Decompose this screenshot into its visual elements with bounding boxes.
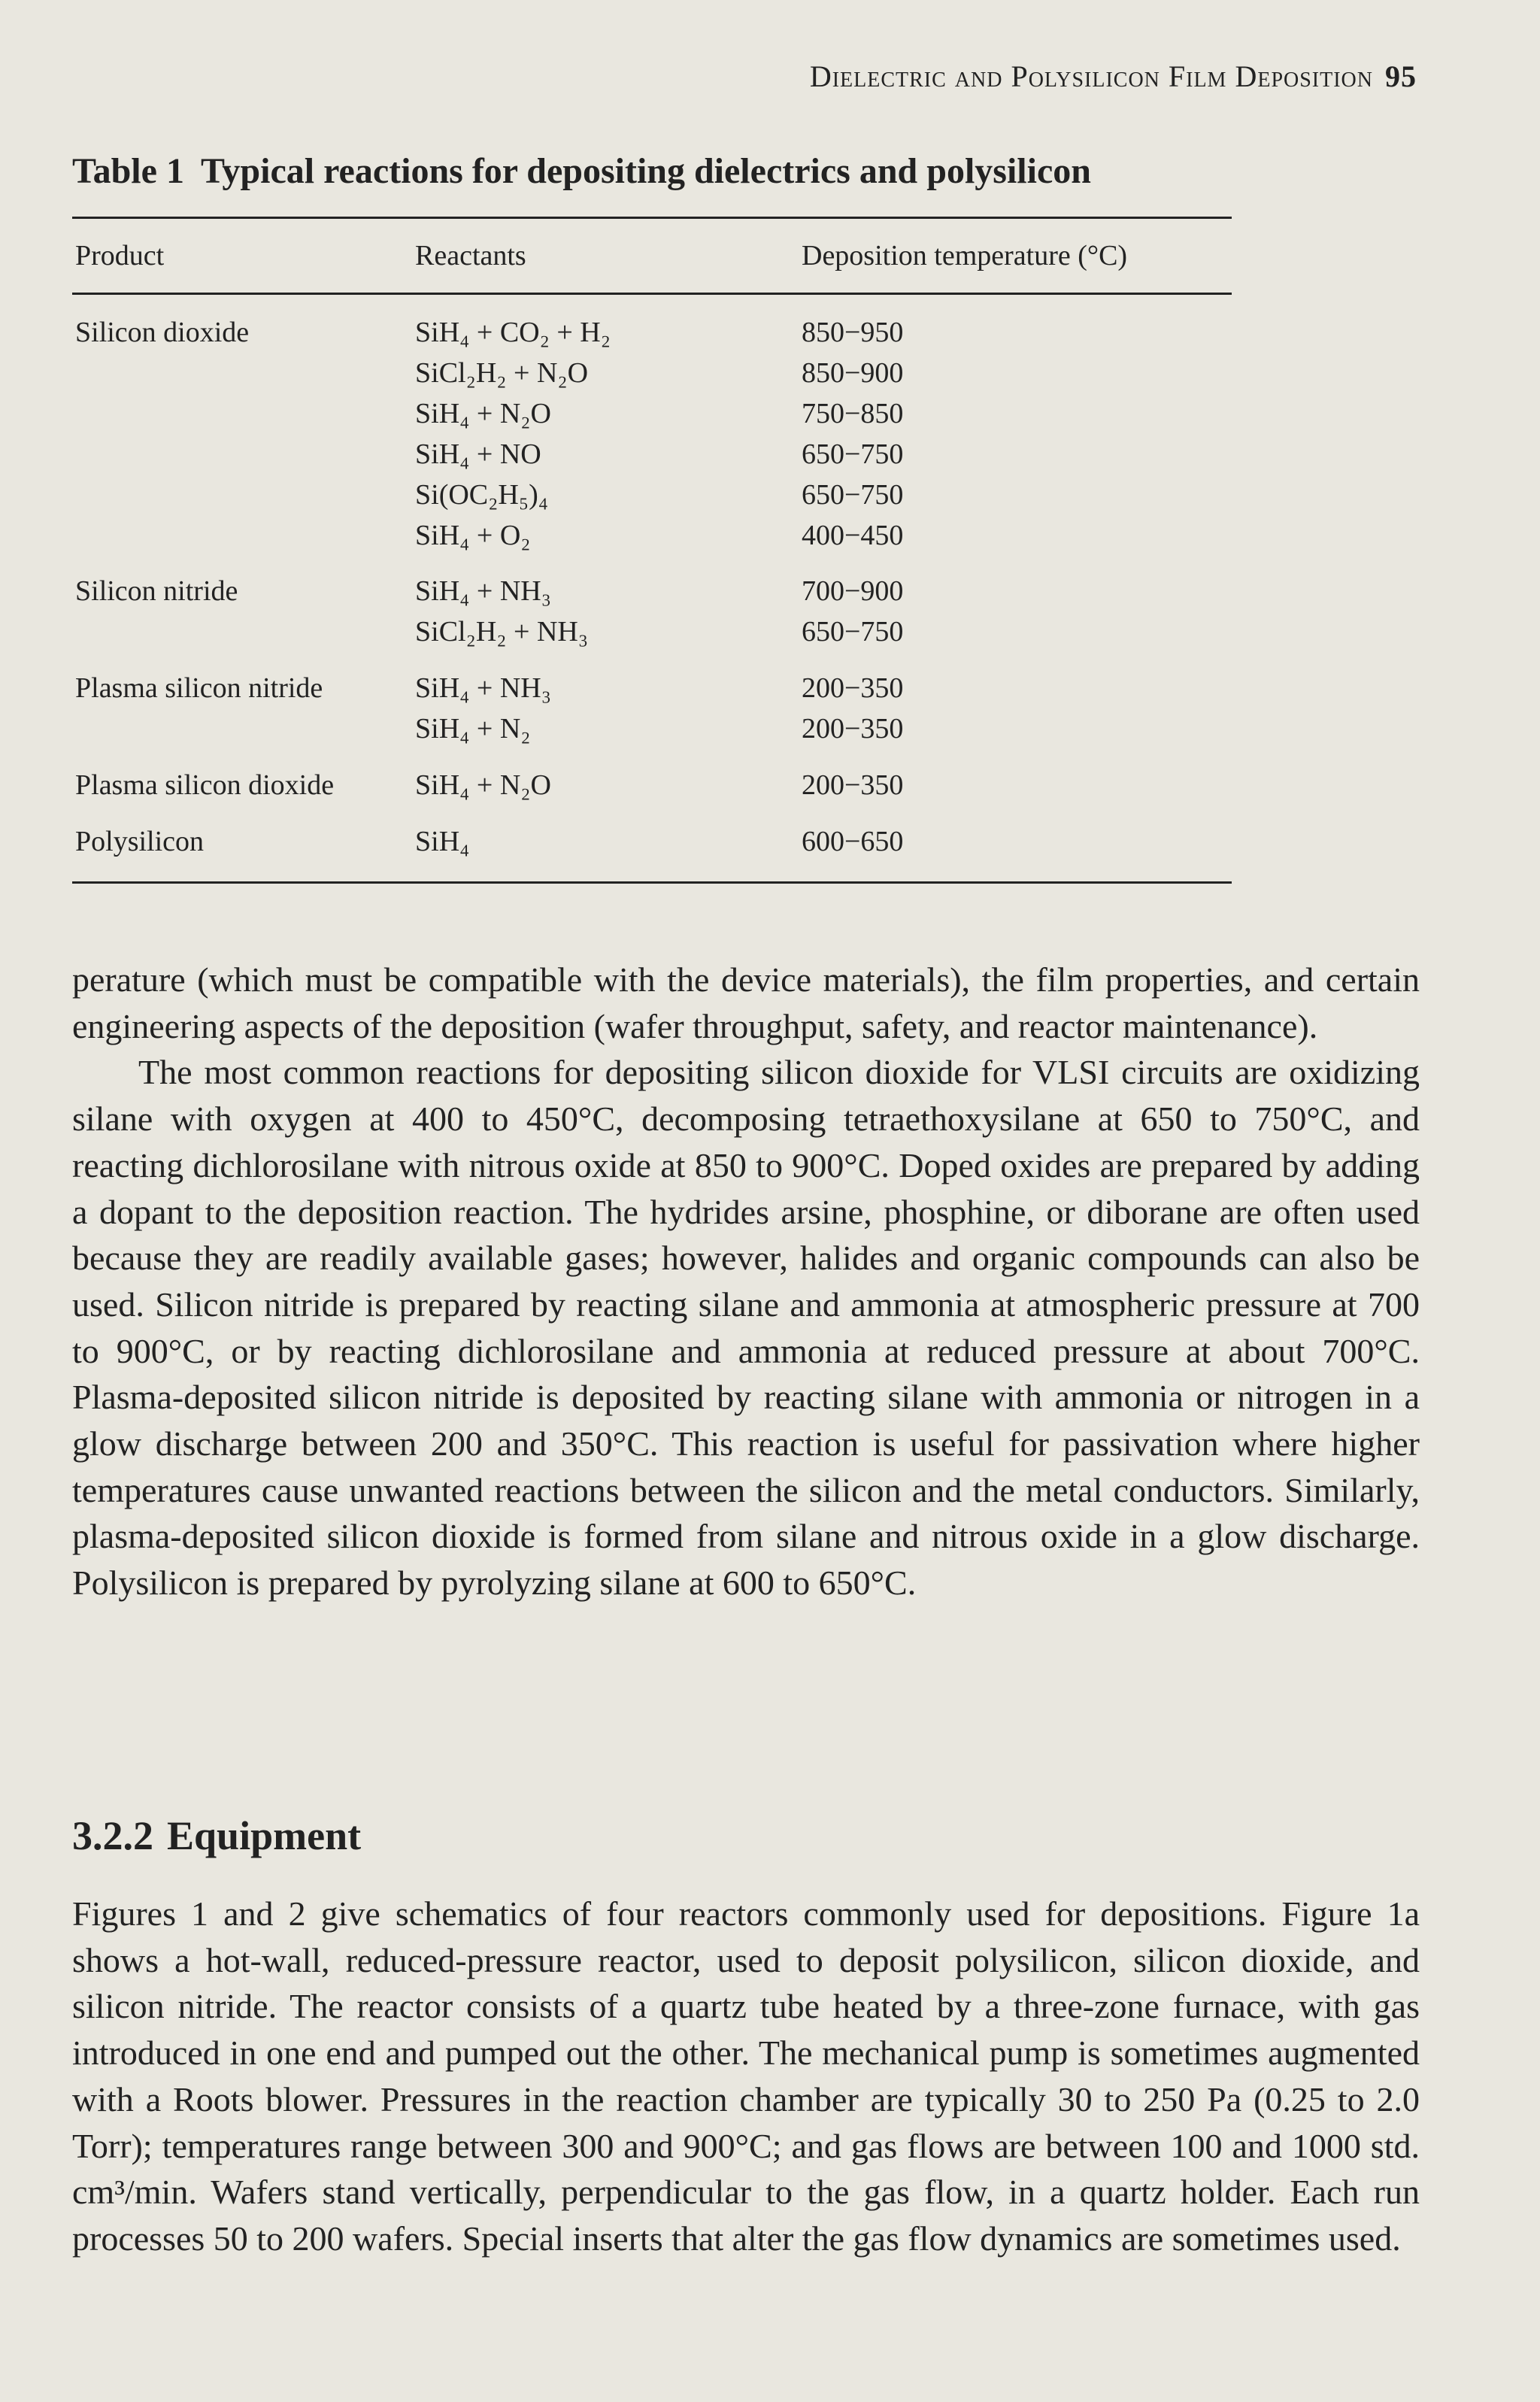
table-cell-reactants: SiH₄ + O₂ xyxy=(415,520,531,551)
paragraph: perature (which must be compatible with the device materials), the film properties, and certain engineering aspects of the deposition (wafer throughput, safety, and reactor maintenance). xyxy=(72,960,1420,1045)
section-title: Equipment xyxy=(167,1813,362,1858)
section-heading xyxy=(72,1812,361,1859)
table-number: Table 1 xyxy=(72,151,184,191)
table-cell-product: Silicon nitride xyxy=(75,575,238,607)
table-cell-reactants: SiH₄ + N₂O xyxy=(415,398,551,429)
page-number: 95 xyxy=(1385,59,1417,93)
table-cell-temperature: 400−450 xyxy=(802,520,904,551)
table-cell-temperature: 200−350 xyxy=(802,672,904,704)
paragraph: The most common reactions for depositing silicon dioxide for VLSI circuits are oxidizing silane with oxygen at 400 to 450°C, decomposing tetraethoxysilane at 650 to 750°C, and reacting dichlorosilane with nitrous oxide at 850 to 900°C. Doped oxides are prepared by adding a dopant to the deposition reaction. The hydrides arsine, phosphine, or diborane are often used because they are readily available gases; however, halides and organic compounds can also be used. Silicon nitride is prepared by reacting silane and ammonia at atmospheric pressure at 700 to 900°C, or by reacting dichlorosilane and ammonia at reduced pressure at about 700°C. Plasma-deposited silicon nitride is deposited by reacting silane with ammonia or nitrogen in a glow discharge between 200 and 350°C. This reaction is useful for passivation where higher temperatures cause unwanted reactions between the silicon and the metal conductors. Similarly, plasma-deposited silicon dioxide is formed from silane and nitrous oxide in a glow discharge. Polysilicon is prepared by pyrolyzing silane at 600 to 650°C. xyxy=(72,1053,1420,1603)
table-bottom-rule xyxy=(72,881,1232,884)
table-cell-temperature: 650−750 xyxy=(802,616,904,648)
table-caption xyxy=(72,150,1091,192)
body-text xyxy=(72,957,1420,1606)
table-cell-reactants: Si(OC₂H₅)₄ xyxy=(415,479,548,511)
table-cell-product: Polysilicon xyxy=(75,826,205,857)
table-cell-temperature: 650−750 xyxy=(802,438,904,470)
section-body-text xyxy=(72,1891,1420,2262)
paragraph: Figures 1 and 2 give schematics of four reactors commonly used for depositions. Figure 1a shows a hot-wall, reduced-pressure reactor, used to deposit polysilicon, silicon dioxide, and silicon nitride. The reactor consists of a quartz tube heated by a three-zone furnace, with gas introduced in one end and pumped out the other. The mechanical pump is sometimes augmented with a Roots blower. Pressures in the reaction chamber are typically 30 to 250 Pa (0.25 to 2.0 Torr); temperatures range between 300 and 900°C; and gas flows are between 100 and 1000 std. cm³/min. Wafers stand vertically, perpendicular to the gas flow, in a quartz holder. Each run processes 50 to 200 wafers. Special inserts that alter the gas flow dynamics are sometimes used. xyxy=(72,1894,1420,2258)
table-cell-temperature: 850−950 xyxy=(802,317,904,348)
table-cell-product: Plasma silicon dioxide xyxy=(75,769,335,801)
column-header-temperature: Deposition temperature (°C) xyxy=(802,240,1128,271)
table-cell-temperature: 200−350 xyxy=(802,713,904,745)
table-cell-reactants: SiH₄ + N₂ xyxy=(415,713,531,745)
table-cell-product: Silicon dioxide xyxy=(75,317,250,348)
table-cell-reactants: SiH₄ + NH₃ xyxy=(415,672,551,704)
table-title: Typical reactions for depositing dielectrics and polysilicon xyxy=(200,151,1091,191)
table-cell-product: Plasma silicon nitride xyxy=(75,672,323,704)
table-cell-temperature: 750−850 xyxy=(802,398,904,429)
table-cell-temperature: 850−900 xyxy=(802,357,904,389)
table-header-rule xyxy=(72,293,1232,295)
table-cell-temperature: 200−350 xyxy=(802,769,904,801)
running-head-title: Dielectric and Polysilicon Film Deposition xyxy=(809,59,1373,93)
table-cell-reactants: SiH₄ + CO₂ + H₂ xyxy=(415,317,611,348)
table-cell-temperature: 650−750 xyxy=(802,479,904,511)
table-top-rule xyxy=(72,217,1232,219)
table-cell-reactants: SiH₄ xyxy=(415,826,470,857)
table-cell-reactants: SiCl₂H₂ + N₂O xyxy=(415,357,589,389)
table-cell-reactants: SiH₄ + N₂O xyxy=(415,769,551,801)
table-cell-reactants: SiCl₂H₂ + NH₃ xyxy=(415,616,589,648)
column-header-reactants: Reactants xyxy=(415,240,526,271)
table-cell-reactants: SiH₄ + NO xyxy=(415,438,541,470)
running-head xyxy=(810,59,1417,94)
table-cell-reactants: SiH₄ + NH₃ xyxy=(415,575,551,607)
table-cell-temperature: 700−900 xyxy=(802,575,904,607)
column-header-product: Product xyxy=(75,240,165,271)
section-number: 3.2.2 xyxy=(72,1813,153,1858)
table-cell-temperature: 600−650 xyxy=(802,826,904,857)
